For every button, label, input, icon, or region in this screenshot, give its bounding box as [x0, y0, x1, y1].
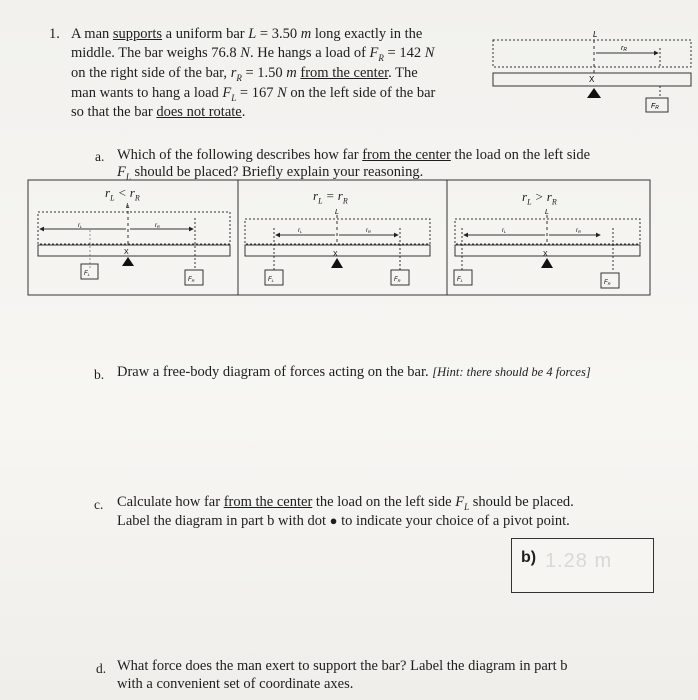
opt2-X: X	[333, 251, 338, 258]
opt3-FR: FR	[604, 280, 611, 286]
option-1-diagram	[38, 205, 230, 285]
question-number: 1.	[49, 26, 60, 42]
part-d-line-2: with a convenient set of coordinate axes.	[117, 676, 354, 692]
option-2-diagram	[245, 215, 430, 285]
question-line-3: on the right side of the bar, $r_R = 1.50$ m from the center. The	[71, 65, 418, 83]
opt2-rR: rR	[366, 228, 371, 234]
question-line-5: so that the bar does not rotate.	[71, 104, 246, 120]
opt1-rR: rR	[155, 223, 160, 229]
main-rR-label: rR	[621, 45, 627, 53]
opt3-L: L	[545, 209, 549, 216]
opt1-FR: FR	[188, 277, 195, 283]
main-L-label: L	[593, 30, 598, 39]
opt3-rL: rL	[502, 228, 507, 234]
option-2-label: $r_L = r_R$	[313, 188, 348, 206]
part-a-line-1: Which of the following describes how far from the center the load on the left side	[117, 147, 591, 163]
options-frame	[28, 180, 650, 295]
question-line-2: middle. The bar weighs 76.8 N. He hangs a load of $F_R = 142$ N	[71, 45, 435, 63]
opt2-FR: FR	[394, 277, 401, 283]
opt2-L: L	[335, 209, 339, 216]
opt3-rR: rR	[576, 228, 581, 234]
answer-label: b)	[521, 549, 537, 566]
part-a-line-2: $F_L$ should be placed? Briefly explain your reasoning.	[117, 164, 424, 182]
question-line-1: A man supports a uniform bar L = 3.50 m long exactly in the	[71, 26, 423, 42]
option-3-label: $r_L > r_R$	[522, 189, 557, 207]
opt1-X: X	[124, 249, 129, 256]
opt3-X: X	[543, 251, 548, 258]
opt2-rL: rL	[298, 228, 303, 234]
opt3-FL: FL	[457, 277, 463, 283]
part-c-line-1: Calculate how far from the center the load on the left side $F_L$ should be placed.	[117, 494, 574, 512]
option-1-label: $r_L < r_R$	[105, 185, 140, 203]
part-b-text: Draw a free-body diagram of forces acting on the bar. [Hint: there should be 4 forces]	[117, 364, 591, 380]
opt1-L: L	[126, 203, 130, 210]
part-c-line-2: Label the diagram in part b with dot ● to indicate your choice of a pivot point.	[117, 513, 570, 529]
handwritten-answer: 1.28 m	[545, 550, 613, 572]
opt1-rL: rL	[78, 223, 83, 229]
part-d-line-1: What force does the man exert to support the bar? Label the diagram in part b	[117, 658, 568, 674]
main-pivot-x: X	[589, 75, 595, 84]
opt1-FL: FL	[84, 271, 90, 277]
part-b-label: b.	[94, 367, 105, 382]
question-line-4: man wants to hang a load $F_L = 167$ N on the left side of the bar	[71, 85, 436, 103]
main-FR-label: FR	[651, 103, 659, 111]
part-c-label: c.	[94, 497, 104, 512]
opt2-FL: FL	[268, 277, 274, 283]
part-d-label: d.	[96, 661, 107, 676]
part-a-label: a.	[95, 149, 105, 164]
part-b-hint: [Hint: there should be 4 forces]	[432, 365, 591, 379]
